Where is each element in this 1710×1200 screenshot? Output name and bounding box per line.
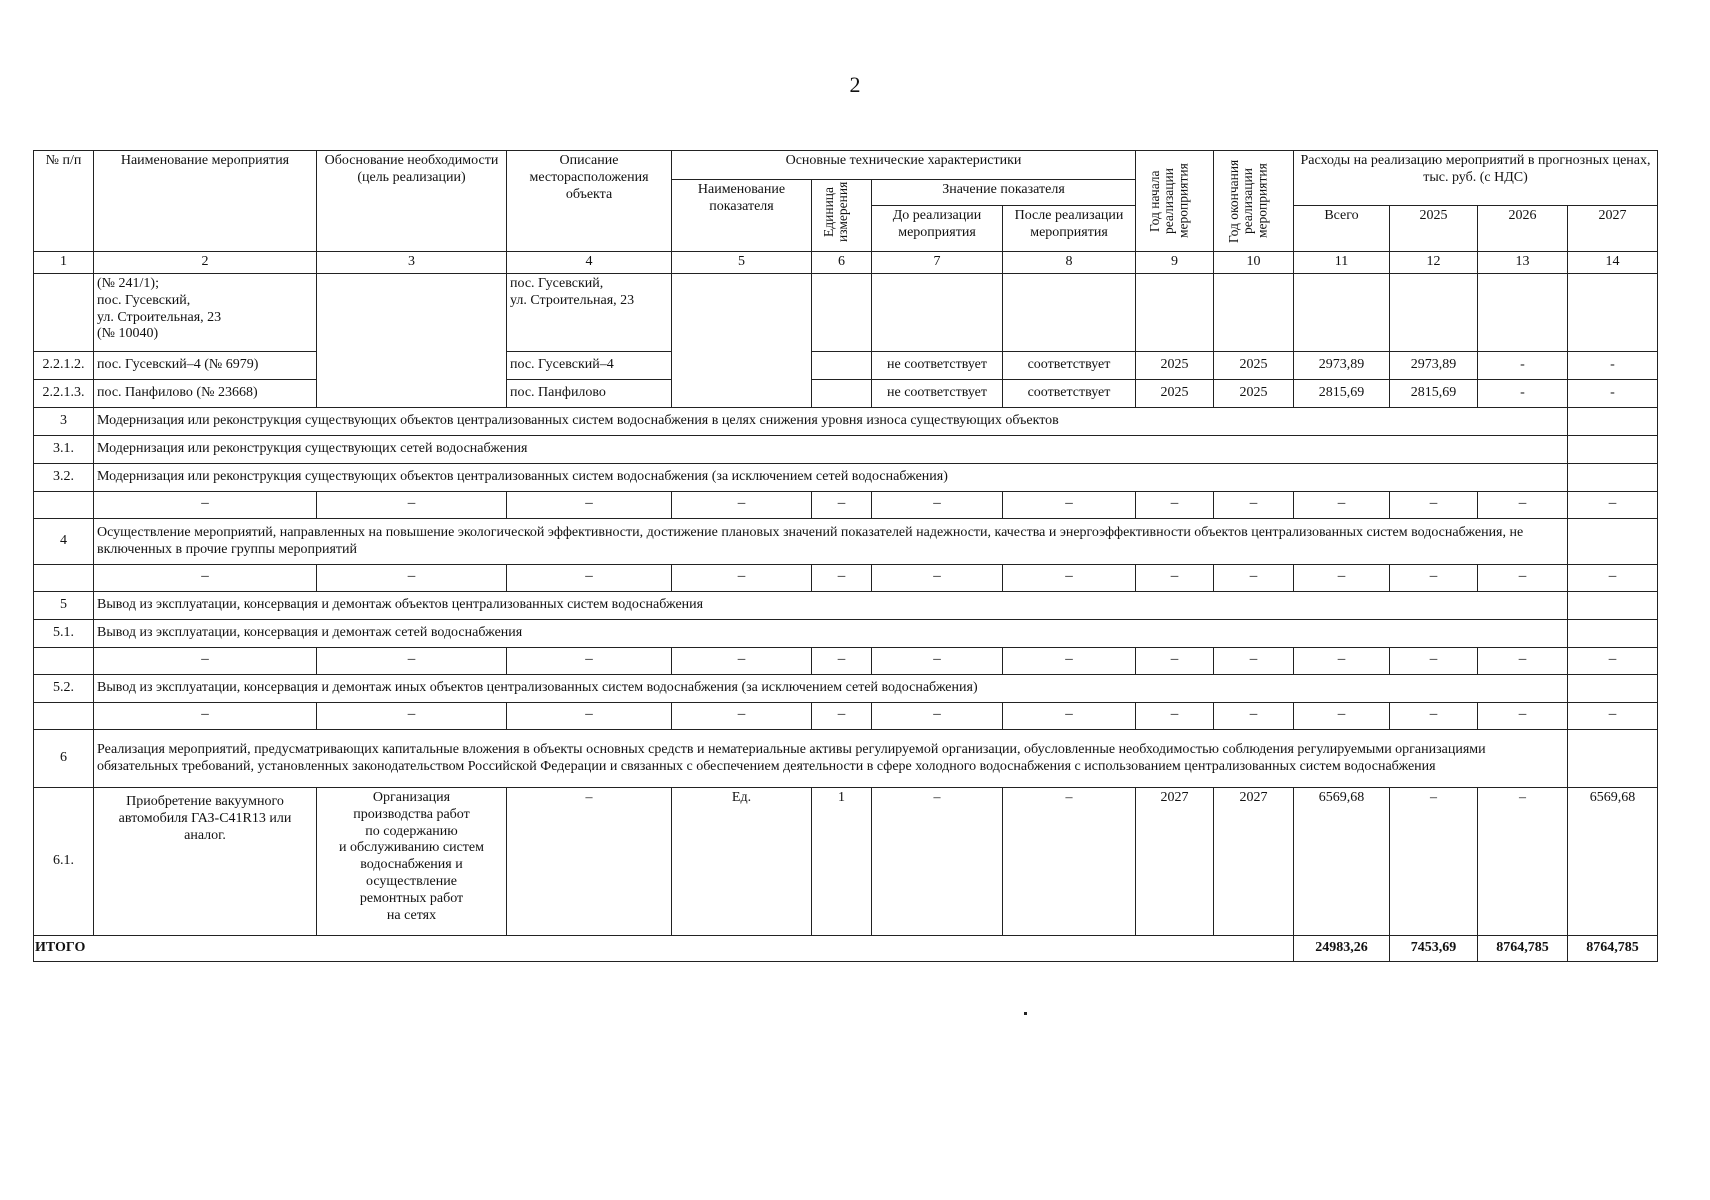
col-number: 9 [1136,252,1214,274]
col-number: 8 [1003,252,1136,274]
header-2025: 2025 [1390,206,1478,252]
r61-reason: Организация производства работ по содержанию и обслуживанию систем водоснабжения и осуществление ремонтных работ на сетях [317,788,507,936]
header-2027: 2027 [1568,206,1658,252]
header-reason: Обоснование необходимости (цель реализации) [317,151,507,252]
table-row [34,274,1658,352]
stray-dot [1024,1012,1027,1015]
header-tech-group: Основные технические характеристики [672,151,1136,180]
header-location: Описание месторасположения объекта [507,151,672,252]
table-row: 2.2.1.3. пос. Панфилово (№ 23668) пос. Панфилово не соответствует соответствует 2025 2025 2815,69 2815,69 - - [34,380,1658,408]
header-name: Наименование мероприятия [94,151,317,252]
totals-label: ИТОГО [34,936,1294,962]
col-number: 5 [672,252,812,274]
section-row: 3 Модернизация или реконструкция существующих объектов централизованных систем водоснабжения в целях снижения уровня износа существующих объектов [34,408,1658,436]
col-number: 3 [317,252,507,274]
table-row: 2.2.1.2. пос. Гусевский–4 (№ 6979) пос. Гусевский–4 не соответствует соответствует 2025 2025 2973,89 2973,89 - - [34,352,1658,380]
header-year-start-text: Год начала реализации мероприятия [1146,163,1190,239]
header-year-end [1214,151,1294,252]
dash-row: – – – – – – – – – – – – – [34,492,1658,519]
col-number: 7 [872,252,1003,274]
header-2026: 2026 [1478,206,1568,252]
col-number: 14 [1568,252,1658,274]
col-number: 6 [812,252,872,274]
header-costs-group: Расходы на реализацию мероприятий в прогнозных ценах, тыс. руб. (с НДС) [1294,151,1658,206]
header-total: Всего [1294,206,1390,252]
dash-row: – – – – – – – – – – – – – [34,703,1658,730]
cont-location: пос. Гусевский, ул. Строительная, 23 [507,274,672,352]
page-number: 2 [849,72,861,97]
col-number: 4 [507,252,672,274]
col-number: 11 [1294,252,1390,274]
section-row: 3.2. Модернизация или реконструкция существующих объектов централизованных систем водоснабжения (за исключением сетей водоснабжения) [34,464,1658,492]
section-row: 6 Реализация мероприятий, предусматривающих капитальные вложения в объекты основных средств и нематериальные активы регулируемой организации, обусловленные необходимостью соблюдения регулируемыми организациями обязательных требований, установленных законодательством Российской Федерации и связанных с обеспечением деятельности в сфере холодного водоснабжения с использованием централизованных систем водоснабжения [34,730,1658,788]
totals-total: 24983,26 [1294,936,1390,962]
investment-program-table [33,150,1658,962]
header-num: № п/п [34,151,94,252]
col-number: 1 [34,252,94,274]
column-numbers-row [34,252,1658,274]
header-year-end-text: Год окончания реализации мероприятия [1225,159,1269,243]
col-number: 13 [1478,252,1568,274]
section-row: 5 Вывод из эксплуатации, консервация и демонтаж объектов централизованных систем водоснабжения [34,592,1658,620]
cont-name: (№ 241/1); пос. Гусевский, ул. Строительная, 23 (№ 10040) [94,274,317,352]
table-row: 6.1. Приобретение вакуумного автомобиля ГАЗ-С41R13 или аналог. Организация производства работ по содержанию и обслуживанию систем водоснабжения и осуществление ремонтных работ на сетях – Ед. 1 – – 2027 2027 6569,68 – – 6569,68 [34,788,1658,936]
section-row: 4 Осуществление мероприятий, направленных на повышение экологической эффективности, достижение плановых значений показателей надежности, качества и энергоэффективности объектов централизованных систем водоснабжения, не включенных в прочие группы мероприятий [34,519,1658,565]
dash-row: – – – – – – – – – – – – – [34,648,1658,675]
dash-row: – – – – – – – – – – – – – [34,565,1658,592]
header-unit-text: Единица измерения [820,181,850,242]
totals-2026: 8764,785 [1478,936,1568,962]
header-value-group: Значение показателя [872,180,1136,206]
header-row [34,151,1658,180]
totals-row [34,936,1658,962]
col-number: 12 [1390,252,1478,274]
totals-2027: 8764,785 [1568,936,1658,962]
header-year-start [1136,151,1214,252]
header-unit [812,180,872,252]
section-row: 5.2. Вывод из эксплуатации, консервация и демонтаж иных объектов централизованных систем водоснабжения (за исключением сетей водоснабжения) [34,675,1658,703]
header-before: До реализации мероприятия [872,206,1003,252]
col-number: 10 [1214,252,1294,274]
section-row: 5.1. Вывод из эксплуатации, консервация и демонтаж сетей водоснабжения [34,620,1658,648]
section-row: 3.1. Модернизация или реконструкция существующих сетей водоснабжения [34,436,1658,464]
header-after: После реализации мероприятия [1003,206,1136,252]
header-indicator-name: Наименование показателя [672,180,812,252]
col-number: 2 [94,252,317,274]
totals-2025: 7453,69 [1390,936,1478,962]
